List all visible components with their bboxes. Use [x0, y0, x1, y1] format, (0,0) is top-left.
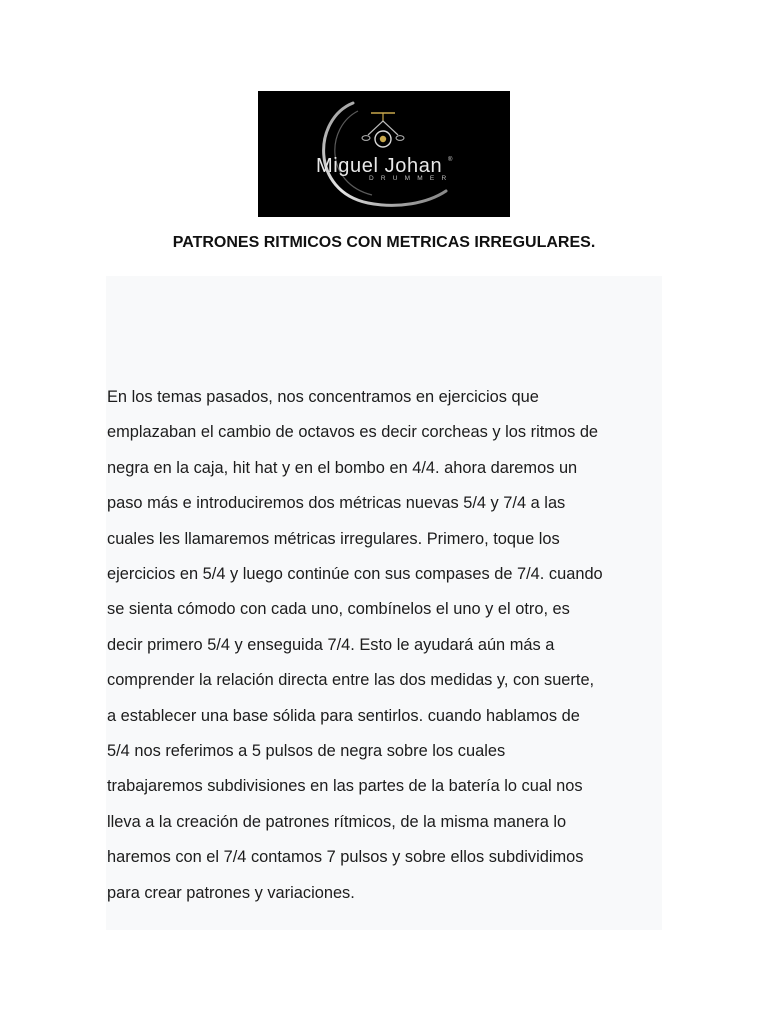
paragraph-line: a establecer una base sólida para sentirlos. cuando hablamos de: [107, 706, 580, 725]
brand-name: Miguel Johan: [316, 155, 443, 177]
paragraph-line: cuales les llamaremos métricas irregulares. Primero, toque los: [107, 529, 560, 548]
registered-mark: ®: [448, 157, 453, 163]
paragraph-line: En los temas pasados, nos concentramos en ejercicios que: [107, 388, 539, 406]
paragraph-line: para crear patrones y variaciones.: [107, 883, 355, 902]
drum-set-icon: [362, 113, 404, 147]
brand-tagline: DRUMMER: [369, 175, 454, 182]
paragraph-line: paso más e introduciremos dos métricas nuevas 5/4 y 7/4 a las: [107, 494, 566, 513]
paragraph-line: ejercicios en 5/4 y luego continúe con sus compases de 7/4. cuando: [107, 565, 603, 584]
paragraph-line: lleva a la creación de patrones rítmicos, de la misma manera lo: [107, 812, 567, 831]
paragraph-line: negra en la caja, hit hat y en el bombo en 4/4. ahora daremos un: [107, 458, 578, 477]
paragraph-line: 5/4 nos referimos a 5 pulsos de negra sobre los cuales: [107, 742, 506, 761]
paragraph-line: comprender la relación directa entre las dos medidas y, con suerte,: [107, 671, 595, 690]
paragraph-line: haremos con el 7/4 contamos 7 pulsos y sobre ellos subdividimos: [107, 848, 584, 867]
paragraph-line: emplazaban el cambio de octavos es decir corcheas y los ritmos de: [107, 423, 599, 442]
brand-logo: [258, 91, 510, 217]
paragraph-line: trabajaremos subdivisiones en las partes de la batería lo cual nos: [107, 777, 583, 796]
body-paragraph: [107, 380, 663, 911]
paragraph-line: decir primero 5/4 y enseguida 7/4. Esto le ayudará aún más a: [107, 635, 555, 654]
paragraph-line: se sienta cómodo con cada uno, combínelos el uno y el otro, es: [107, 600, 570, 619]
document-title: PATRONES RITMICOS CON METRICAS IRREGULARES.: [172, 234, 596, 251]
